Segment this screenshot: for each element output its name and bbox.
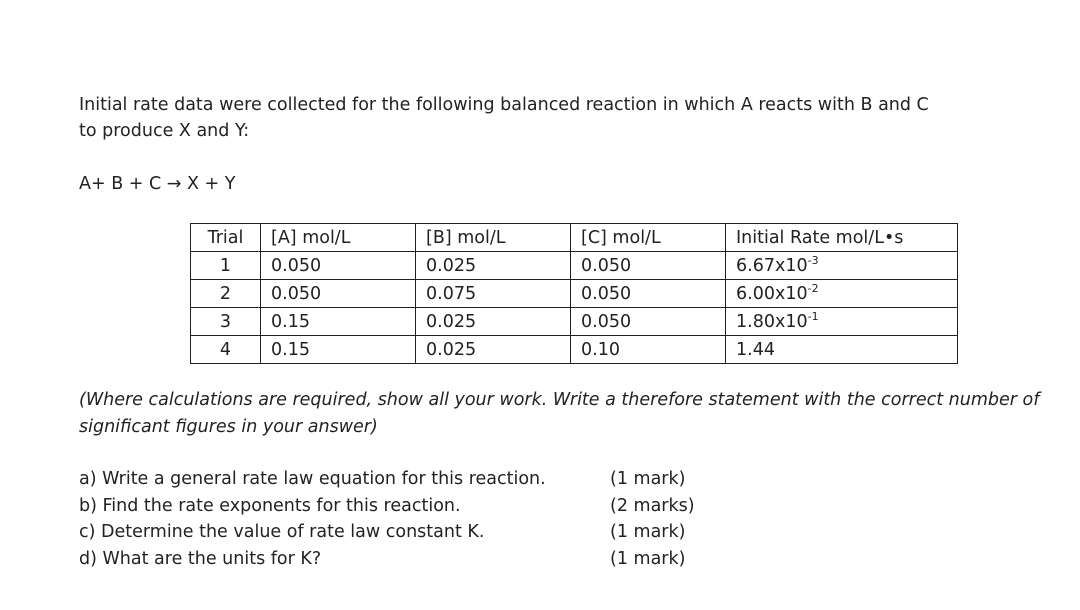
cell-conc-c: 0.10 (571, 336, 726, 364)
header-conc-b: [B] mol/L (416, 224, 571, 252)
cell-conc-a: 0.050 (261, 252, 416, 280)
cell-initial-rate (726, 252, 958, 280)
question-text: a) Write a general rate law equation for this reaction. (79, 469, 546, 489)
rate-exponent: -2 (807, 281, 819, 295)
question-marks: (2 marks) (610, 495, 695, 516)
table-row (191, 308, 958, 336)
reaction-equation: A+ B + C → X + Y (79, 174, 236, 194)
cell-trial: 3 (191, 308, 261, 336)
table-row (191, 280, 958, 308)
cell-conc-b: 0.025 (416, 252, 571, 280)
question-text: b) Find the rate exponents for this reaction. (79, 495, 461, 516)
intro-line-1: Initial rate data were collected for the following balanced reaction in which A reacts with B and C (79, 95, 929, 115)
instructions-note (79, 387, 1064, 441)
intro-line-2: to produce X and Y: (79, 121, 250, 141)
header-conc-a: [A] mol/L (261, 224, 416, 252)
cell-conc-a: 0.15 (261, 308, 416, 336)
question-text: c) Determine the value of rate law constant K. (79, 522, 485, 542)
rate-base: 6.67x10 (736, 255, 808, 276)
note-line-2: significant figures in your answer) (79, 417, 378, 437)
rate-data-table (190, 223, 958, 364)
cell-conc-b: 0.025 (416, 336, 571, 364)
question-marks: (1 mark) (610, 469, 686, 489)
question-text: d) What are the units for K? (79, 548, 322, 569)
cell-trial: 4 (191, 336, 261, 364)
cell-conc-a: 0.050 (261, 280, 416, 308)
question-list (79, 466, 739, 572)
cell-trial: 2 (191, 280, 261, 308)
cell-initial-rate (726, 280, 958, 308)
rate-exponent: -1 (807, 309, 819, 323)
question-item (79, 466, 739, 493)
intro-paragraph (79, 92, 999, 144)
cell-conc-c: 0.050 (571, 280, 726, 308)
header-initial-rate: Initial Rate mol/L•s (726, 224, 958, 252)
question-marks: (1 mark) (610, 522, 686, 542)
header-trial: Trial (191, 224, 261, 252)
cell-conc-a: 0.15 (261, 336, 416, 364)
question-item (79, 546, 739, 573)
cell-initial-rate (726, 336, 958, 364)
question-item (79, 519, 739, 546)
note-line-1: (Where calculations are required, show all your work. Write a therefore statement with the correct number of (79, 390, 1040, 410)
table-row (191, 336, 958, 364)
table-header-row (191, 224, 958, 252)
cell-trial: 1 (191, 252, 261, 280)
cell-conc-c: 0.050 (571, 252, 726, 280)
rate-base: 1.44 (736, 339, 775, 360)
cell-initial-rate (726, 308, 958, 336)
table-row (191, 252, 958, 280)
rate-exponent: -3 (807, 253, 819, 267)
cell-conc-b: 0.025 (416, 308, 571, 336)
rate-base: 6.00x10 (736, 283, 808, 304)
question-marks: (1 mark) (610, 548, 686, 569)
rate-base: 1.80x10 (736, 311, 808, 332)
header-conc-c: [C] mol/L (571, 224, 726, 252)
cell-conc-b: 0.075 (416, 280, 571, 308)
question-item (79, 493, 739, 520)
cell-conc-c: 0.050 (571, 308, 726, 336)
